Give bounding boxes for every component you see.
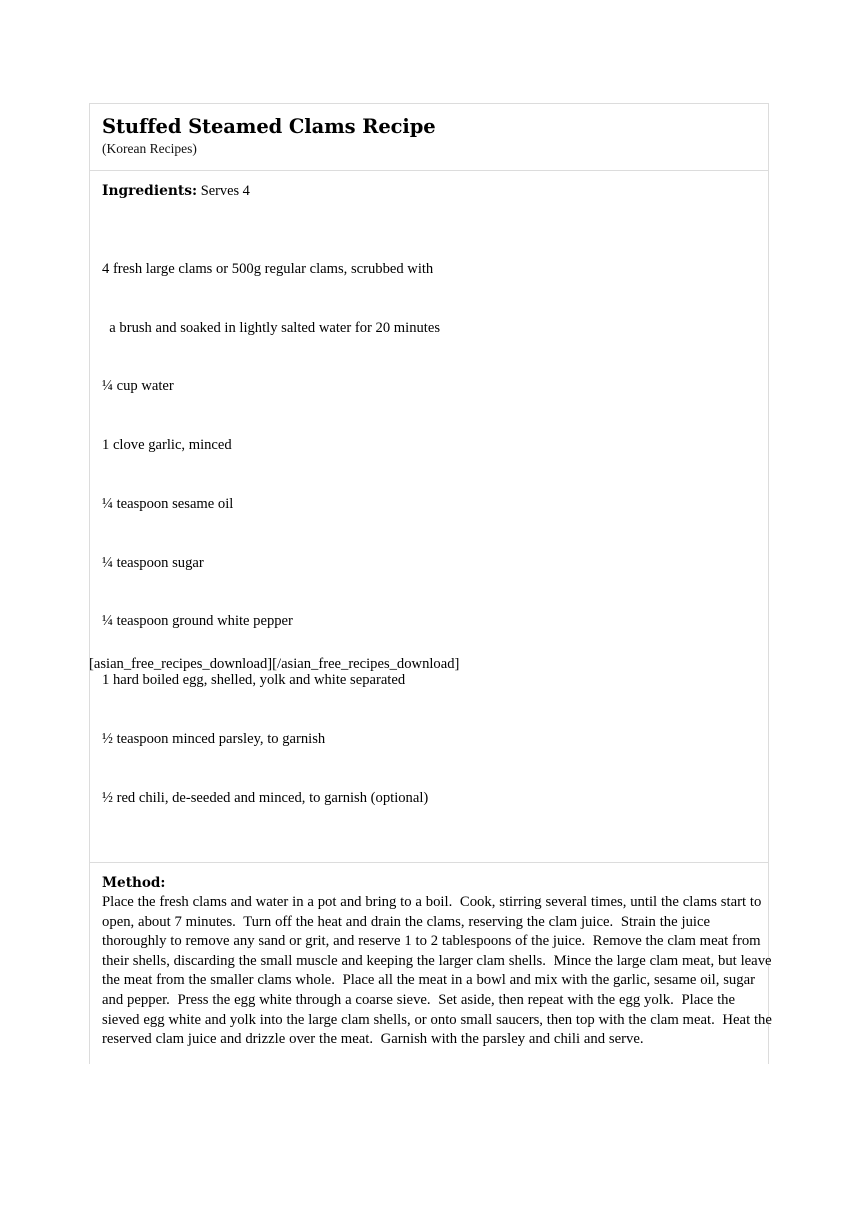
recipe-subtitle: (Korean Recipes) (102, 141, 197, 156)
recipe-card (89, 103, 776, 1064)
download-shortcode: [asian_free_recipes_download][/asian_free_recipes_download] (89, 656, 460, 672)
ingredients-label: Ingredients: (102, 183, 198, 199)
list-item: 4 fresh large clams or 500g regular clams, scrubbed with (102, 260, 434, 277)
list-item: a brush and soaked in lightly salted water for 20 minutes (102, 319, 441, 336)
list-item: ¼ cup water (102, 378, 174, 395)
list-item: ½ teaspoon minced parsley, to garnish (102, 731, 326, 748)
ingredients-row (90, 171, 768, 863)
ingredients-list (102, 221, 756, 848)
list-item: 1 clove garlic, minced (102, 437, 232, 454)
page-title: Stuffed Steamed Clams Recipe (102, 115, 436, 138)
list-item: 1 hard boiled egg, shelled, yolk and white separated (102, 672, 406, 689)
ingredients-heading (102, 182, 756, 202)
list-item: ¼ teaspoon sesame oil (102, 495, 234, 512)
method-body: Place the fresh clams and water in a pot and bring to a boil. Cook, stirring several times, until the clams start to open, about 7 minutes. Turn off the heat and drain the clams, reserving the clam juice. Strain the juice thoroughly to remove any sand or grit, and reserve 1 to 2 tablespoons of the juice. Remove the clam meat from their shells, discarding the small muscle and keeping the larger clam shells. Mince the large clam meat, but leave the meat from the smaller clams whole. Place all the meat in a bowl and mix with the garlic, sesame oil, sugar and pepper. Press the egg white through a coarse sieve. Set aside, then repeat with the egg yolk. Place the sieved egg white and yolk into the large clam shells, or onto small saucers, then top with the clam meat. Heat the reserved clam juice and drizzle over the meat. Garnish with the parsley and chili and serve. (102, 894, 776, 1048)
ingredients-spacer (102, 202, 756, 221)
method-heading: Method: (102, 874, 166, 891)
recipe-header-row (90, 104, 768, 171)
list-item: ¼ teaspoon ground white pepper (102, 613, 293, 630)
list-item: ¼ teaspoon sugar (102, 554, 204, 571)
ingredients-serves: Serves 4 (197, 183, 250, 199)
method-row (90, 863, 776, 1064)
list-item: ½ red chili, de-seeded and minced, to garnish (optional) (102, 789, 429, 806)
